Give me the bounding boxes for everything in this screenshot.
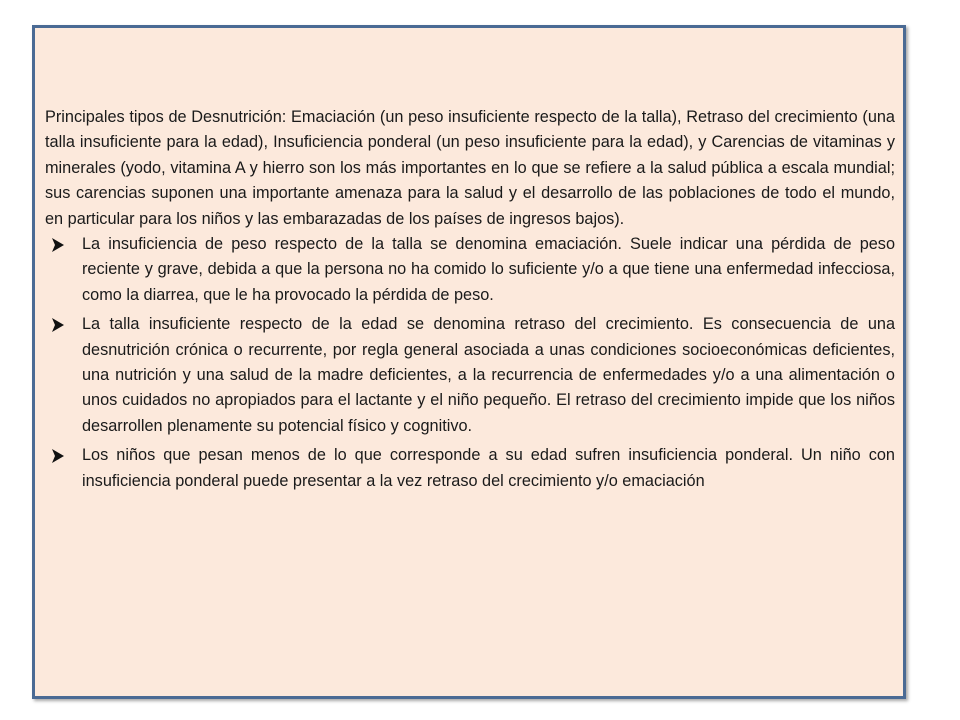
bullet-text: La talla insuficiente respecto de la edad se denomina retraso del crecimiento. Es consecuencia de una desnutrición crónica o recurrente, por regla general asociada a unas condiciones socioeconómicas deficientes, una nutrición y una salud de la madre deficientes, a la recurrencia de enfermedades y/o a una alimentación o unos cuidados no apropiados para el lactante y el niño pequeño. El retraso del crecimiento impide que los niños desarrollen plenamente su potencial físico y cognitivo. bbox=[82, 315, 895, 435]
bullet-list bbox=[45, 232, 895, 494]
arrowhead-bullet-icon bbox=[52, 312, 66, 337]
bullet-text: Los niños que pesan menos de lo que corresponde a su edad sufren insuficiencia ponderal. Un niño con insuficiencia ponderal puede presentar a la vez retraso del crecimiento y/o emaciación bbox=[82, 446, 895, 490]
bullet-item bbox=[45, 443, 895, 494]
text-panel bbox=[32, 25, 906, 699]
panel-content bbox=[45, 105, 895, 498]
intro-paragraph: Principales tipos de Desnutrición: Emaciación (un peso insuficiente respecto de la talla), Retraso del crecimiento (una talla insuficiente para la edad), Insuficiencia ponderal (un peso insuficiente para la edad), y Carencias de vitaminas y minerales (yodo, vitamina A y hierro son los más importantes en lo que se refiere a la salud pública a escala mundial; sus carencias suponen una importante amenaza para la salud y el desarrollo de las poblaciones de todo el mundo, en particular para los niños y las embarazadas de los países de ingresos bajos). bbox=[45, 108, 895, 228]
bullet-item bbox=[45, 232, 895, 308]
bullet-text: La insuficiencia de peso respecto de la talla se denomina emaciación. Suele indicar una pérdida de peso reciente y grave, debida a que la persona no ha comido lo suficiente y/o a que tiene una enfermedad infecciosa, como la diarrea, que le ha provocado la pérdida de peso. bbox=[82, 235, 895, 304]
arrowhead-bullet-icon bbox=[52, 232, 66, 257]
arrowhead-bullet-icon bbox=[52, 443, 66, 468]
bullet-item bbox=[45, 312, 895, 439]
